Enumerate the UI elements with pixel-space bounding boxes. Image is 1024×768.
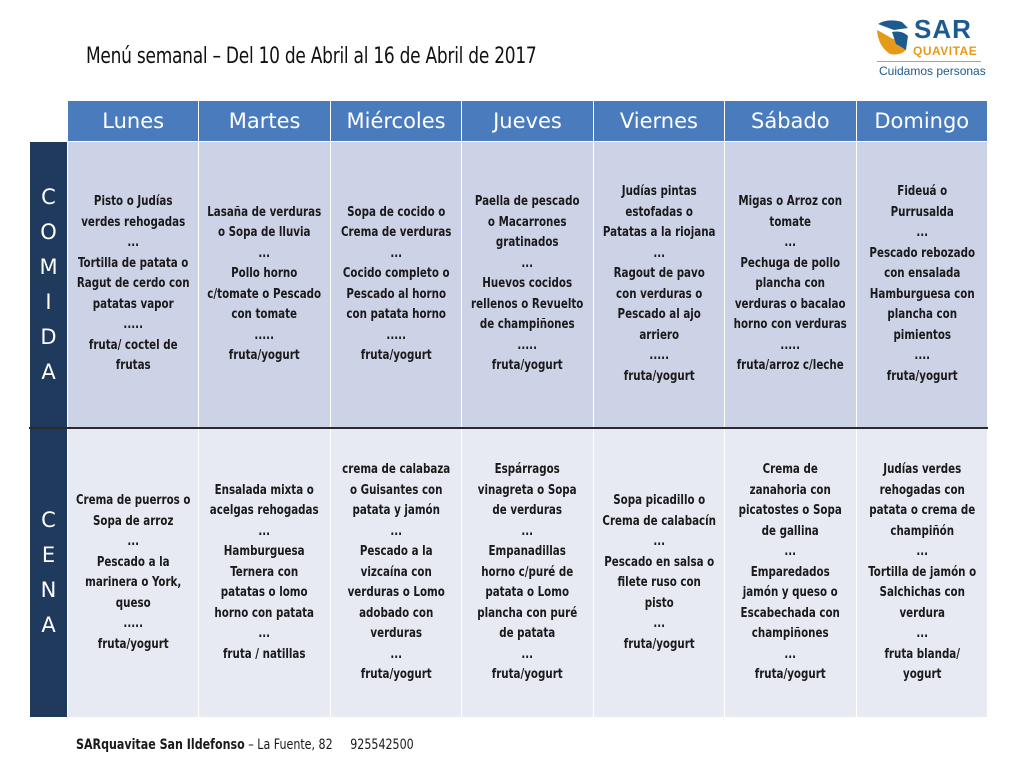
footer-separator: – [244, 737, 258, 753]
logo-tagline: Cuidamos personas [879, 64, 986, 78]
cena-letter: E [41, 543, 56, 567]
comida-row [30, 142, 988, 429]
comida-sabado [725, 142, 856, 429]
comida-miercoles-text: Sopa de cocido o Crema de verduras ... Cocido completo o Pescado al horno con patata horno ..... fruta/yogurt [340, 204, 452, 363]
comida-miercoles [330, 142, 461, 429]
cena-letter: C [41, 508, 56, 532]
cena-label [30, 428, 68, 718]
cena-letter: N [40, 578, 57, 602]
footer [76, 737, 414, 753]
logo-name: SAR [914, 14, 972, 44]
cena-sabado-text: Crema de zanahoria con picatostes o Sopa de gallina ... Emparedados jamón y queso o Escabechada con champiñones ... fruta/yogurt [738, 462, 842, 683]
comida-letter: C [41, 184, 56, 209]
cena-row [30, 428, 988, 718]
cena-domingo [856, 428, 987, 718]
cena-jueves [462, 428, 593, 718]
logo-divider [877, 61, 981, 62]
comida-label [30, 142, 68, 429]
day-header-sabado: Sábado [725, 101, 856, 142]
cena-martes [199, 428, 330, 718]
comida-lunes-text: Pisto o Judías verdes rehogadas ... Tortilla de patata o Ragut de cerdo con patatas vapor ..... fruta/ coctel de frutas [76, 194, 190, 374]
logo-sub: QUAVITAE [913, 44, 978, 58]
comida-martes [199, 142, 330, 429]
comida-jueves [462, 142, 593, 429]
cena-lunes [68, 428, 199, 718]
cena-viernes [593, 428, 724, 718]
cena-lunes-text: Crema de puerros o Sopa de arroz ... Pescado a la marinera o York, queso ..... fruta/yogurt [75, 493, 191, 652]
cena-jueves-text: Espárragos vinagreta o Sopa de verduras ... Empanadillas horno c/puré de patata o Lomo plancha con puré de patata ... fruta/yogurt [477, 462, 578, 683]
cena-miercoles-text: crema de calabaza o Guisantes con patata y jamón ... Pescado a la vizcaína con verduras o Lomo adobado con verduras ... fruta/yogurt [341, 462, 451, 683]
page-title: Menú semanal – Del 10 de Abril al 16 de Abril de 2017 [86, 44, 537, 69]
comida-letter: A [41, 359, 56, 384]
day-header-jueves: Jueves [462, 101, 593, 142]
cena-miercoles [330, 428, 461, 718]
day-header-martes: Martes [199, 101, 330, 142]
footer-name: SARquavitae San Ildefonso [76, 737, 245, 753]
cena-martes-text: Ensalada mixta o acelgas rehogadas ... Hamburguesa Ternera con patatas o lomo horno con patata ... fruta / natillas [210, 482, 320, 662]
days-header-row [30, 101, 988, 142]
comida-martes-text: Lasaña de verduras o Sopa de lluvia ... Pollo horno c/tomate o Pescado con tomate ..... fruta/yogurt [207, 204, 322, 363]
comida-letter: I [45, 289, 52, 314]
footer-address: La Fuente, 82 [257, 737, 333, 753]
comida-lunes [68, 142, 199, 429]
comida-letter: O [40, 219, 57, 244]
comida-sabado-text: Migas o Arroz con tomate ... Pechuga de pollo plancha con verduras o bacalao horno con verduras ..... fruta/arroz c/leche [733, 194, 847, 374]
comida-letter: D [40, 324, 57, 349]
day-header-viernes: Viernes [593, 101, 724, 142]
cena-sabado [725, 428, 856, 718]
comida-viernes [593, 142, 724, 429]
comida-jueves-text: Paella de pescado o Macarrones gratinados ... Huevos cocidos rellenos o Revuelto de champiñones ..... fruta/yogurt [471, 194, 584, 374]
weekly-menu-table [29, 100, 988, 718]
corner-cell [30, 101, 68, 142]
day-header-miercoles: Miércoles [330, 101, 461, 142]
cena-domingo-text: Judías verdes rehogadas con patata o crema de champiñón ... Tortilla de jamón o Salchichas con verdura ... fruta blanda/ yogurt [867, 462, 976, 683]
day-header-domingo: Domingo [856, 101, 987, 142]
comida-viernes-text: Judías pintas estofadas o Patatas a la riojana ... Ragout de pavo con verduras o Pescado al ajo arriero ..... fruta/yogurt [602, 184, 716, 384]
comida-letter: M [39, 254, 58, 279]
footer-phone: 925542500 [350, 737, 414, 753]
cena-letter: A [41, 613, 56, 637]
comida-domingo [856, 142, 987, 429]
day-header-lunes: Lunes [68, 101, 199, 142]
comida-domingo-text: Fideuá o Purrusalda ... Pescado rebozado con ensalada Hamburguesa con plancha con pimientos .... fruta/yogurt [868, 184, 975, 384]
cena-viernes-text: Sopa picadillo o Crema de calabacín ... Pescado en salsa o filete ruso con pisto ... fruta/yogurt [602, 493, 716, 652]
